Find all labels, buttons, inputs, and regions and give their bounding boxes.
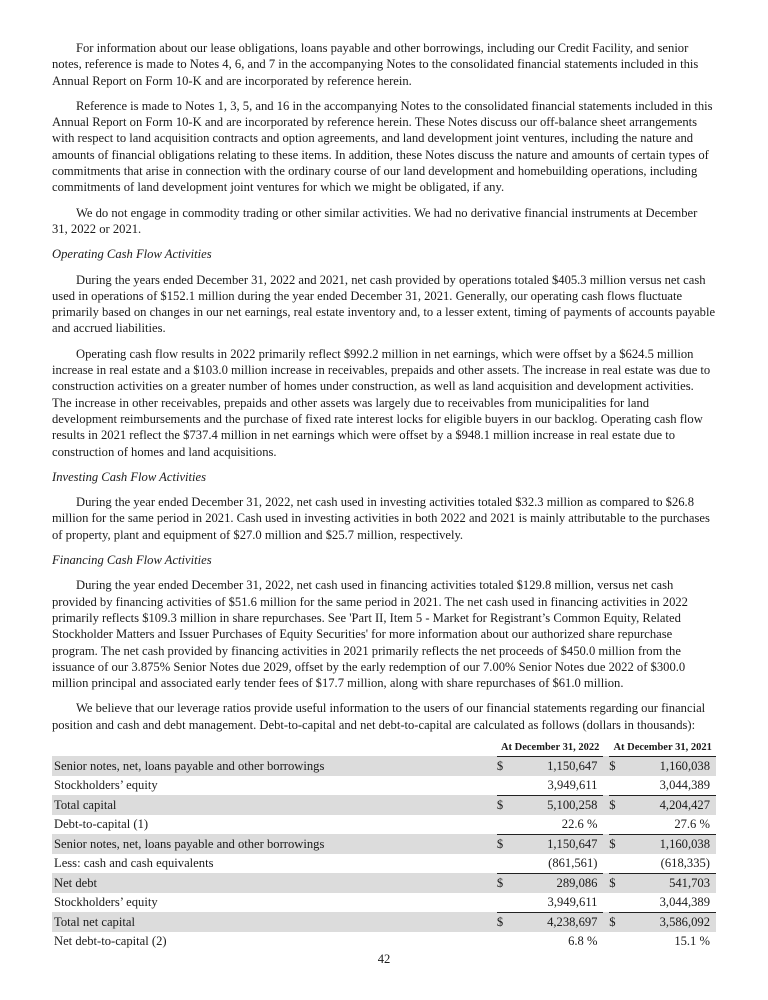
currency-2022: $ bbox=[497, 795, 517, 815]
value-2021: 27.6 % bbox=[674, 816, 710, 831]
value-2021: 15.1 % bbox=[674, 933, 710, 948]
currency-2022 bbox=[497, 854, 517, 874]
value-2022: 3,949,611 bbox=[547, 777, 598, 792]
currency-2021: $ bbox=[609, 873, 629, 893]
heading-investing-cash-flow: Investing Cash Flow Activities bbox=[52, 469, 207, 484]
header-label-blank bbox=[52, 742, 497, 757]
value-2022: 5,100,258 bbox=[516, 795, 603, 815]
row-less-cash bbox=[52, 854, 716, 874]
currency-2021: $ bbox=[609, 834, 629, 854]
row-label: Total capital bbox=[52, 795, 497, 815]
value-2022: (861,561) bbox=[548, 855, 598, 870]
currency-2022: $ bbox=[497, 756, 517, 776]
document-page bbox=[52, 40, 716, 951]
row-label: Total net capital bbox=[52, 912, 497, 932]
paragraph-commodity-trading: We do not engage in commodity trading or other similar activities. We had no derivative financial instruments at December 31, 2022 or 2021. bbox=[52, 205, 698, 236]
value-2021: 1,160,038 bbox=[629, 756, 716, 776]
paragraph-off-balance-sheet: Reference is made to Notes 1, 3, 5, and 16 in the accompanying Notes to the consolidated financial statements included in this Annual Report on Form 10-K and are incorporated by reference herein. These Notes discuss our off-balance sheet arrangements with respect to land acquisition contracts and option agreements, and land development joint ventures, including the nature and amounts of financial obligations relating to these items. In addition, these Notes discuss the nature and amounts of certain types of commitments that arise in connection with the ordinary course of our land development and homebuilding operations, including commitments of land development joint ventures for which we might be obligated, if any. bbox=[52, 98, 713, 195]
value-2022: 6.8 % bbox=[568, 933, 598, 948]
row-stockholders-equity-2 bbox=[52, 893, 716, 913]
currency-2021: $ bbox=[609, 756, 629, 776]
row-total-capital bbox=[52, 795, 716, 815]
row-label: Senior notes, net, loans payable and other borrowings bbox=[52, 834, 497, 854]
paragraph-operating-details: Operating cash flow results in 2022 primarily reflect $992.2 million in net earnings, which were offset by a $624.5 million increase in real estate and a $103.0 million increase in receivables, prepaids and other assets. The increase in real estate was due to construction activities on a greater number of homes under construction, as well as land acquisition and development activities. The increase in other receivables, prepaids and other assets was largely due to receivables from municipalities for land development reimbursements and the purchase of fixed rate interest locks for eligible buyers in our backlog. Operating cash flow results in 2021 reflect the $737.4 million in net earnings which were offset by a $948.1 million increase in real estate due to construction of homes and land acquisitions. bbox=[52, 346, 711, 459]
currency-2021: $ bbox=[609, 795, 629, 815]
row-net-debt bbox=[52, 873, 716, 893]
value-2021: 4,204,427 bbox=[629, 795, 716, 815]
value-2021: 3,044,389 bbox=[659, 894, 710, 909]
value-2022: 22.6 % bbox=[561, 816, 598, 831]
currency-2021 bbox=[609, 893, 629, 913]
row-label: Stockholders’ equity bbox=[54, 778, 158, 793]
value-2021: 3,586,092 bbox=[629, 912, 716, 932]
value-2021: 3,044,389 bbox=[659, 777, 710, 792]
currency-2021 bbox=[609, 932, 629, 951]
row-senior-notes-2 bbox=[52, 834, 716, 854]
currency-2022 bbox=[497, 932, 517, 951]
value-2022: 4,238,697 bbox=[516, 912, 603, 932]
row-label: Net debt-to-capital (2) bbox=[54, 933, 167, 948]
row-label: Debt-to-capital (1) bbox=[54, 817, 149, 832]
row-debt-to-capital bbox=[52, 815, 716, 835]
currency-2022: $ bbox=[497, 834, 517, 854]
column-header-2021: At December 31, 2021 bbox=[609, 742, 716, 757]
value-2021: 1,160,038 bbox=[629, 834, 716, 854]
currency-2021 bbox=[609, 815, 629, 835]
row-label: Stockholders’ equity bbox=[54, 895, 158, 910]
leverage-ratio-table bbox=[52, 742, 716, 951]
paragraph-investing: During the year ended December 31, 2022, net cash used in investing activities totaled $32.3 million as compared to $26.8 million for the same period in 2021. Cash used in investing activities in both 2022 and 2021 is mainly attributable to the purchases of property, plant and equipment of $27.0 million and $25.7 million, respectively. bbox=[52, 495, 710, 542]
value-2022: 3,949,611 bbox=[547, 894, 598, 909]
value-2022: 1,150,647 bbox=[516, 756, 603, 776]
page-number: 42 bbox=[377, 952, 391, 966]
value-2022: 1,150,647 bbox=[516, 834, 603, 854]
paragraph-leverage-ratios: We believe that our leverage ratios provide useful information to the users of our financial statements regarding our financial position and cash and debt management. Debt-to-capital and net debt-to-capital are calculated as follows (dollars in thousands): bbox=[52, 701, 706, 732]
heading-financing-cash-flow: Financing Cash Flow Activities bbox=[52, 553, 212, 568]
value-2021: (618,335) bbox=[660, 855, 710, 870]
currency-2022 bbox=[497, 893, 517, 913]
paragraph-operating-summary: During the years ended December 31, 2022 and 2021, net cash provided by operations totaled $405.3 million versus net cash used in operations of $152.1 million during the year ended December 31, 2021. Generally, our operating cash flows fluctuate primarily based on changes in our net earnings, real estate inventory and, to a lesser extent, timing of payments of accounts payable and accrued liabilities. bbox=[52, 272, 716, 336]
value-2021: 541,703 bbox=[629, 873, 716, 893]
paragraph-financing: During the year ended December 31, 2022, net cash used in financing activities totaled $129.8 million, versus net cash provided by financing activities of $51.6 million for the same period in 2021. The net cash used in financing activities in 2022 primarily reflects $109.3 million in share repurchases. See 'Part II, Item 5 - Market for Registrant’s Common Equity, Related Stockholder Matters and Issuer Purchases of Equity Securities' for more information about our authorized share repurchase program. The net cash provided by financing activities in 2021 primarily reflects the net proceeds of $450.0 million from the issuance of our 3.875% Senior Notes due 2029, offset by the early redemption of our 7.00% Senior Notes due 2022 of $300.0 million principal and associated early tender fees of $17.7 million, along with share repurchases of $61.0 million. bbox=[52, 578, 688, 691]
row-label: Senior notes, net, loans payable and other borrowings bbox=[52, 756, 497, 776]
row-stockholders-equity bbox=[52, 776, 716, 796]
currency-2022 bbox=[497, 776, 517, 796]
currency-2022: $ bbox=[497, 873, 517, 893]
row-total-net-capital bbox=[52, 912, 716, 932]
currency-2021: $ bbox=[609, 912, 629, 932]
row-net-debt-to-capital bbox=[52, 932, 716, 951]
table-body bbox=[52, 756, 716, 951]
currency-2021 bbox=[609, 776, 629, 796]
column-header-2022: At December 31, 2022 bbox=[497, 742, 604, 757]
row-label: Net debt bbox=[52, 873, 497, 893]
value-2022: 289,086 bbox=[516, 873, 603, 893]
heading-operating-cash-flow: Operating Cash Flow Activities bbox=[52, 247, 212, 262]
row-label: Less: cash and cash equivalents bbox=[54, 856, 214, 871]
row-senior-notes bbox=[52, 756, 716, 776]
table-header-row bbox=[52, 742, 716, 757]
currency-2022: $ bbox=[497, 912, 517, 932]
currency-2021 bbox=[609, 854, 629, 874]
currency-2022 bbox=[497, 815, 517, 835]
paragraph-lease-obligations: For information about our lease obligations, loans payable and other borrowings, including our Credit Facility, and senior notes, reference is made to Notes 4, 6, and 7 in the accompanying Notes to the consolidated financial statements included in this Annual Report on Form 10-K and are incorporated by reference herein. bbox=[52, 41, 699, 88]
